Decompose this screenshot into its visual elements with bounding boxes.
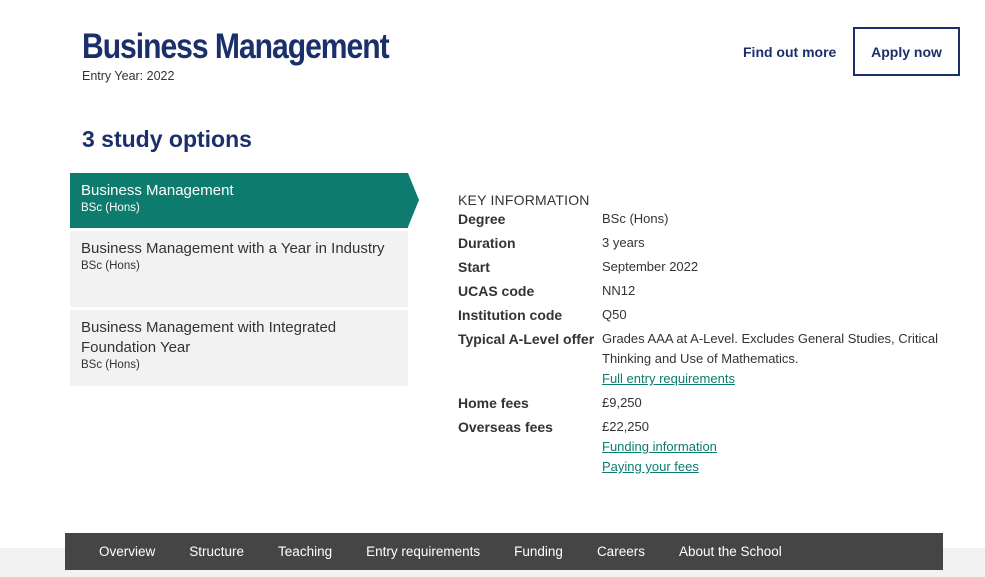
overseas-fees-row xyxy=(458,417,958,477)
study-option-year-in-industry[interactable] xyxy=(70,231,408,307)
find-out-more-link[interactable]: Find out more xyxy=(743,44,837,60)
study-option-degree: BSc (Hons) xyxy=(81,260,140,272)
home-fees-label: Home fees xyxy=(458,395,529,411)
institution-value: Q50 xyxy=(602,307,627,322)
ucas-label: UCAS code xyxy=(458,283,535,299)
ucas-value: NN12 xyxy=(602,283,636,298)
overseas-fees-value: £22,250 xyxy=(602,419,649,434)
overseas-fees-value-block xyxy=(602,417,942,477)
duration-value: 3 years xyxy=(602,235,645,250)
alevel-value: Grades AAA at A-Level. Excludes General Studies, Critical Thinking and Use of Mathematics. xyxy=(602,331,939,366)
nav-structure[interactable]: Structure xyxy=(189,544,245,559)
nav-entry-requirements[interactable]: Entry requirements xyxy=(366,544,481,559)
key-information-title: KEY INFORMATION xyxy=(458,192,590,208)
apply-now-button[interactable]: Apply now xyxy=(853,27,960,76)
funding-information-link[interactable]: Funding information xyxy=(602,439,717,454)
duration-label: Duration xyxy=(458,235,516,251)
study-option-integrated-foundation-year[interactable] xyxy=(70,310,408,386)
entry-year: Entry Year: 2022 xyxy=(82,69,175,83)
nav-teaching[interactable]: Teaching xyxy=(278,544,333,559)
study-option-name: Business Management with Integrated Foundation Year xyxy=(81,319,337,356)
study-option-degree: BSc (Hons) xyxy=(81,359,140,371)
degree-label: Degree xyxy=(458,211,506,227)
nav-funding[interactable]: Funding xyxy=(514,544,563,559)
home-fees-value: £9,250 xyxy=(602,395,642,410)
start-value: September 2022 xyxy=(602,259,699,274)
degree-row xyxy=(458,209,958,229)
start-label: Start xyxy=(458,259,490,275)
institution-label: Institution code xyxy=(458,307,563,323)
home-fees-row xyxy=(458,393,958,413)
paying-your-fees-link[interactable]: Paying your fees xyxy=(602,459,699,474)
study-option-name: Business Management xyxy=(81,182,234,199)
nav-careers[interactable]: Careers xyxy=(596,544,645,559)
course-title: Business Management xyxy=(82,27,389,66)
study-option-name: Business Management with a Year in Industry xyxy=(81,240,385,257)
alevel-label: Typical A-Level offer xyxy=(458,331,595,347)
overseas-fees-label: Overseas fees xyxy=(458,419,553,435)
key-information-panel xyxy=(458,192,958,481)
study-option-degree: BSc (Hons) xyxy=(81,202,140,214)
study-option-business-management[interactable] xyxy=(70,173,408,228)
nav-about-the-school[interactable]: About the School xyxy=(678,544,782,559)
degree-value: BSc (Hons) xyxy=(602,211,669,226)
study-options-heading: 3 study options xyxy=(82,126,252,152)
alevel-value-block xyxy=(602,329,942,389)
full-entry-requirements-link[interactable]: Full entry requirements xyxy=(602,371,735,386)
ucas-row xyxy=(458,281,958,301)
institution-row xyxy=(458,305,958,325)
duration-row xyxy=(458,233,958,253)
start-row xyxy=(458,257,958,277)
course-section-nav xyxy=(65,533,943,570)
alevel-row xyxy=(458,329,958,389)
nav-overview[interactable]: Overview xyxy=(99,544,156,559)
